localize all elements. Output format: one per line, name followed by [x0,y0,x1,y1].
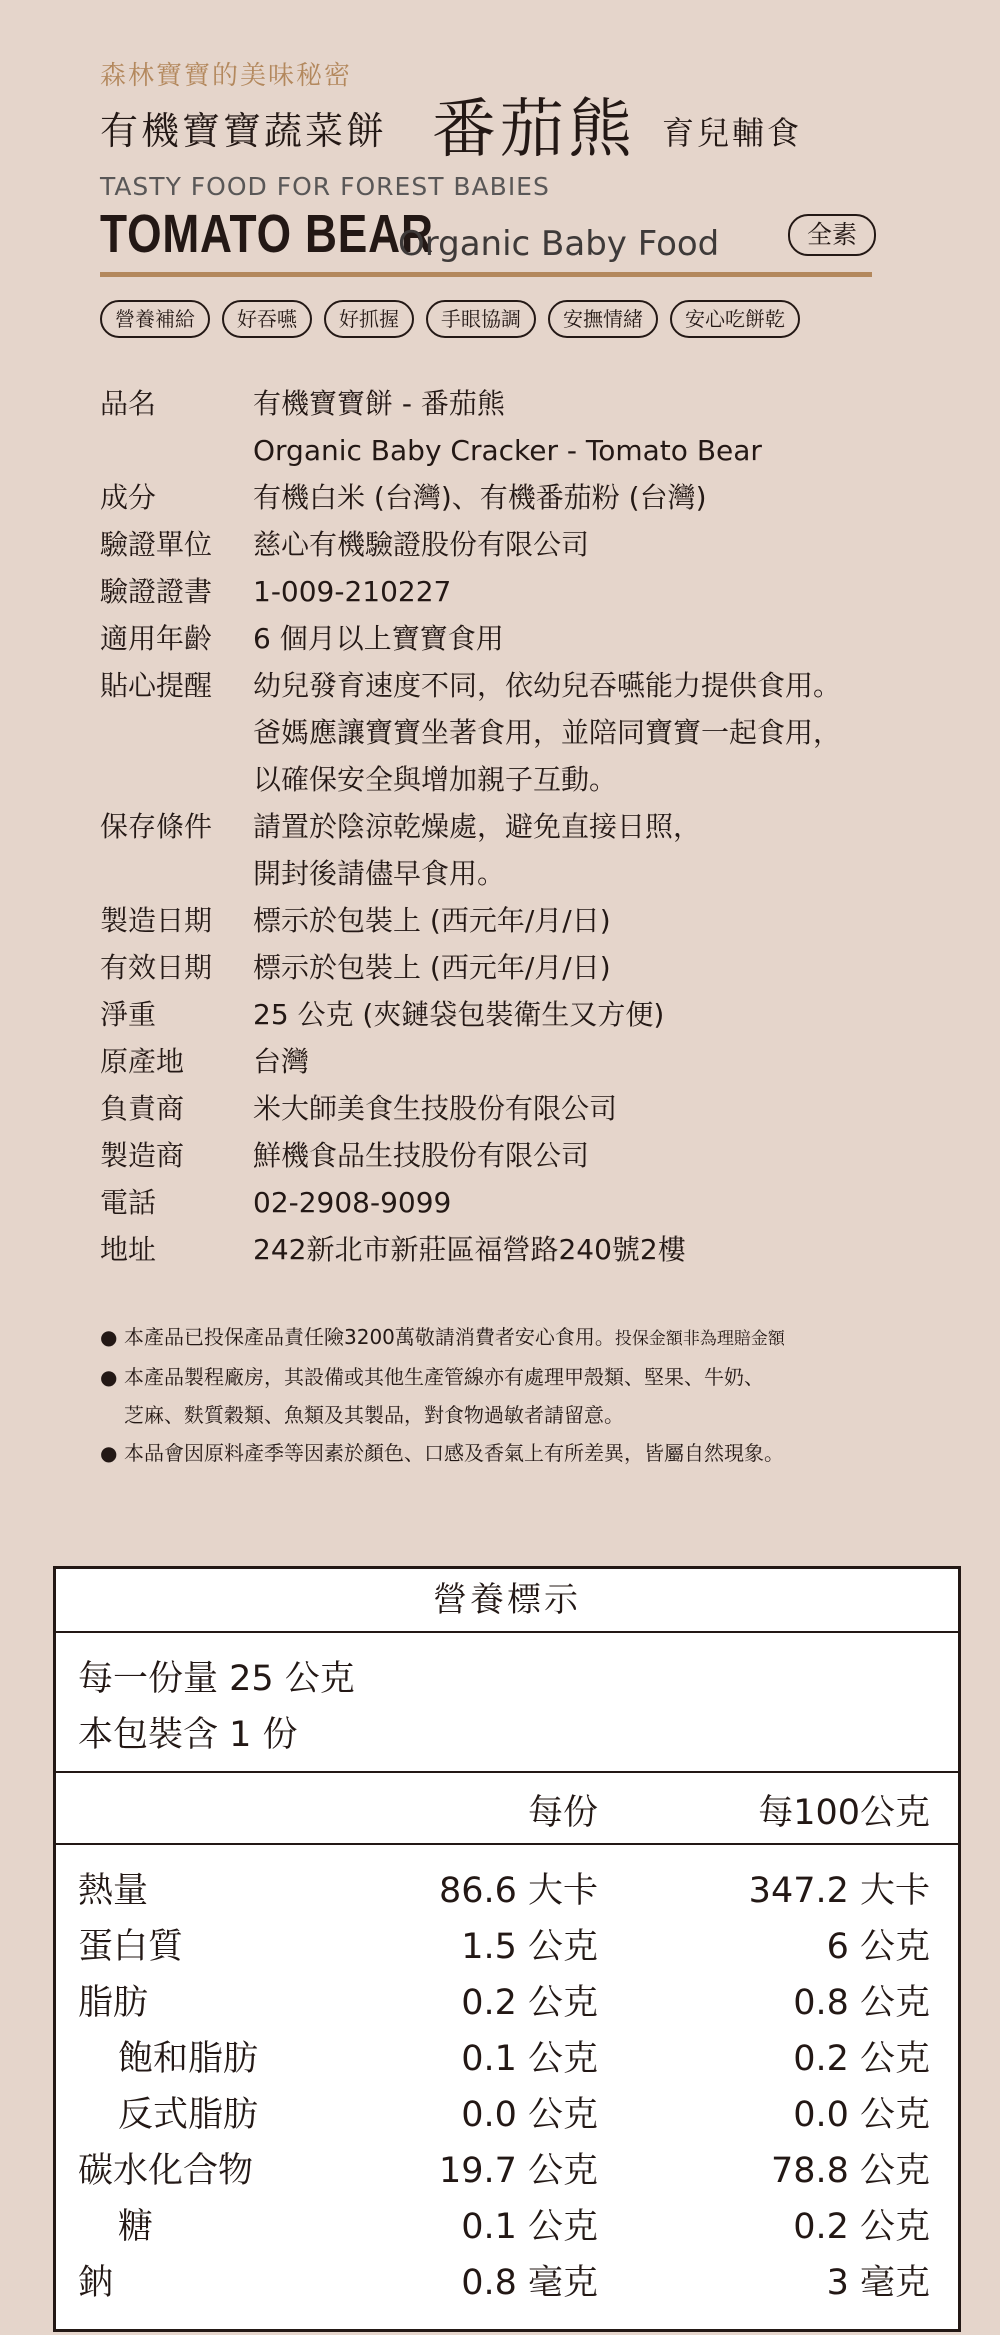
nutrient-per-100g: 0.0 公克 [793,2095,930,2135]
nutrition-facts-table [53,1566,961,2332]
info-row [100,944,960,991]
info-value: 6 個月以上寶寶食用 [253,622,504,655]
nutrition-column-header [56,1773,958,1845]
nutrition-rows [56,1845,958,2303]
product-info-list [100,380,960,1273]
note-text: 芝麻、麩質穀類、魚類及其製品，對食物過敏者請留意。 [124,1403,624,1427]
info-label [100,756,253,803]
feature-chip: 安撫情緒 [548,300,658,338]
table-row [56,1855,958,1911]
disclaimer-notes [100,1318,980,1472]
feature-chip: 手眼協調 [426,300,536,338]
servings-per-package: 本包裝含 1 份 [78,1715,298,1755]
info-value: 開封後請儘早食用。 [253,857,506,890]
nutrient-per-serving: 0.2 公克 [461,1983,598,2023]
note-text: 本產品已投保產品責任險3200萬敬請消費者安心食用。 [124,1325,615,1349]
nutrient-per-100g: 0.8 公克 [793,1983,930,2023]
nutrient-per-100g: 0.2 公克 [793,2207,930,2247]
note-item [100,1434,980,1472]
info-value: 02-2908-9099 [253,1186,452,1219]
info-label: 製造商 [100,1139,185,1172]
info-label: 負責商 [100,1092,185,1125]
info-label: 保存條件 [100,810,213,843]
info-row [100,897,960,944]
info-row [100,615,960,662]
info-value: 有機寶寶餅 - 番茄熊 [253,387,505,420]
info-label: 製造日期 [100,904,213,937]
feature-chip: 好吞嚥 [222,300,312,338]
nutrient-per-serving: 86.6 大卡 [438,1871,598,1911]
info-label [100,709,253,756]
bullet-icon: ● [100,1325,118,1349]
vegan-badge: 全素 [788,214,876,256]
info-row [100,427,960,474]
bullet-icon: ● [100,1365,118,1389]
info-row [100,662,960,709]
nutrient-per-serving: 19.7 公克 [438,2151,598,2191]
note-item-continued [100,1396,980,1434]
feature-chip: 好抓握 [324,300,414,338]
table-row [56,2135,958,2191]
info-value: 慈心有機驗證股份有限公司 [253,528,590,561]
nutrient-name: 熱量 [78,1871,149,1911]
info-row [100,991,960,1038]
tagline-cn: 育兒輔食 [662,114,803,152]
info-row [100,380,960,427]
info-label: 電話 [100,1186,157,1219]
table-row [56,2191,958,2247]
header-divider [100,272,872,277]
note-small-text: 投保金額非為理賠金額 [614,1329,785,1349]
info-value: 幼兒發育速度不同，依幼兒吞嚥能力提供食用。 [253,669,842,702]
info-value: 以確保安全與增加親子互動。 [253,763,618,796]
nutrient-name: 反式脂肪 [118,2095,259,2135]
info-row [100,474,960,521]
info-value: 標示於包裝上 (西元年/月/日) [253,904,611,937]
info-value: Organic Baby Cracker - Tomato Bear [253,434,762,467]
info-label [100,427,253,474]
info-label: 適用年齡 [100,622,213,655]
nutrient-name: 飽和脂肪 [118,2039,259,2079]
table-row [56,2079,958,2135]
info-row [100,1226,960,1273]
info-label: 貼心提醒 [100,669,213,702]
info-label: 淨重 [100,998,157,1031]
info-value: 米大師美食生技股份有限公司 [253,1092,618,1125]
info-label: 地址 [100,1233,157,1266]
info-row [100,709,960,756]
info-row [100,1179,960,1226]
info-label: 有效日期 [100,951,213,984]
note-text: 本品會因原料產季等因素於顏色、口感及香氣上有所差異，皆屬自然現象。 [124,1441,784,1465]
info-row [100,1038,960,1085]
nutrient-per-100g: 0.2 公克 [793,2039,930,2079]
serving-info [56,1633,958,1773]
bullet-icon: ● [100,1441,118,1465]
nutrient-per-100g: 347.2 大卡 [748,1871,930,1911]
info-value: 有機白米 (台灣)、有機番茄粉 (台灣) [253,481,707,514]
info-row [100,521,960,568]
info-label: 品名 [100,387,157,420]
info-label: 成分 [100,481,157,514]
feature-chip: 營養補給 [100,300,210,338]
info-value: 242新北市新莊區福營路240號2樓 [253,1233,686,1266]
nutrient-name: 鈉 [78,2263,114,2303]
info-row [100,850,960,897]
nutrient-name: 脂肪 [78,1983,149,2023]
note-text: 本產品製程廠房，其設備或其他生產管線亦有處理甲殼類、堅果、牛奶、 [124,1365,764,1389]
info-label: 原產地 [100,1045,185,1078]
note-item [100,1358,980,1396]
nutrient-name: 碳水化合物 [78,2151,254,2191]
note-item [100,1318,980,1358]
nutrient-per-100g: 3 毫克 [826,2263,930,2303]
info-value: 爸媽應讓寶寶坐著食用，並陪同寶寶一起食用， [253,716,842,749]
nutrient-name: 糖 [118,2207,154,2247]
header-subtitle-en: TASTY FOOD FOR FOREST BABIES [100,172,550,201]
table-row [56,1967,958,2023]
info-value: 台灣 [253,1045,310,1078]
table-row [56,2247,958,2303]
info-row [100,1132,960,1179]
nutrient-per-serving: 1.5 公克 [461,1927,598,1967]
info-label [100,850,253,897]
header-subtitle: 森林寶寶的美味秘密 [100,61,353,91]
tagline-en: Organic Baby Food [398,224,720,264]
nutrient-per-serving: 0.1 公克 [461,2039,598,2079]
brand-name-en: TOMATO BEAR [100,204,434,264]
info-row [100,756,960,803]
nutrient-per-serving: 0.8 毫克 [461,2263,598,2303]
brand-name-cn: 番茄熊 [432,93,636,167]
nutrient-per-serving: 0.1 公克 [461,2207,598,2247]
info-value: 請置於陰涼乾燥處，避免直接日照， [253,810,702,843]
info-row [100,568,960,615]
info-value: 鮮機食品生技股份有限公司 [253,1139,590,1172]
info-row [100,803,960,850]
table-row [56,2023,958,2079]
nutrient-per-serving: 0.0 公克 [461,2095,598,2135]
nutrient-per-100g: 6 公克 [826,1927,930,1967]
info-value: 1-009-210227 [253,575,452,608]
feature-chip: 安心吃餅乾 [670,300,800,338]
nutrient-name: 蛋白質 [78,1927,184,1967]
serving-size: 每一份量 25 公克 [78,1659,355,1699]
nutrient-per-100g: 78.8 公克 [770,2151,930,2191]
info-row [100,1085,960,1132]
info-label: 驗證證書 [100,575,213,608]
feature-chips [100,300,800,338]
info-label: 驗證單位 [100,528,213,561]
col-per-100g: 每100公克 [758,1793,930,1833]
table-row [56,1911,958,1967]
col-per-serving: 每份 [527,1793,598,1833]
info-value: 25 公克 (夾鏈袋包裝衛生又方便) [253,998,665,1031]
product-title-cn: 有機寶寶蔬菜餅 [100,109,388,153]
info-value: 標示於包裝上 (西元年/月/日) [253,951,611,984]
nutrition-title: 營養標示 [56,1569,958,1633]
